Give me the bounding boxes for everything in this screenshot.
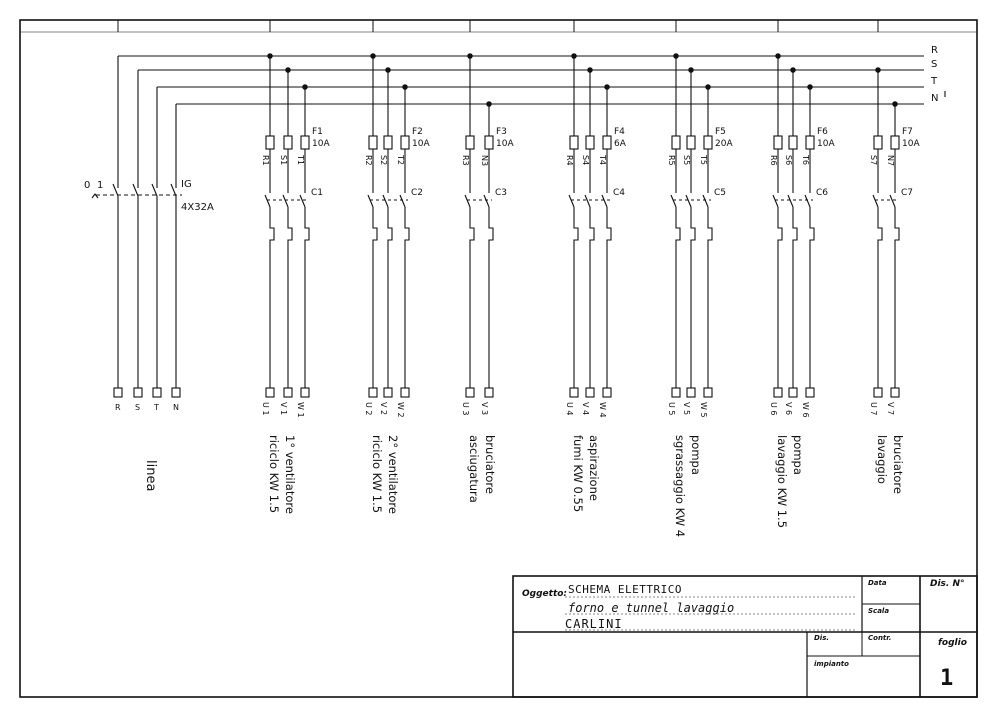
fuse-label: F5 [715, 127, 726, 137]
bus-label-r: R [931, 45, 938, 56]
contactor-contact [300, 195, 305, 207]
wire-label: S5 [682, 155, 691, 166]
fuse-label: F2 [412, 127, 423, 137]
foglio-value: 1 [940, 666, 954, 691]
thermal-relay [810, 207, 814, 388]
main-switch-blade [133, 184, 138, 196]
wire-label: R6 [769, 155, 778, 166]
contactor-label: C4 [613, 188, 626, 198]
terminal-label: U 6 [769, 402, 778, 416]
contactor-contact [773, 195, 778, 207]
wire-label: S2 [379, 155, 388, 166]
top-ticks [118, 20, 878, 32]
contactor-contact [484, 195, 489, 207]
circuit-caption-line-2: lavaggio KW 1.5 [775, 435, 789, 529]
output-terminal [806, 388, 814, 397]
output-terminal [586, 388, 594, 397]
circuit-caption-line-1: 1° ventilatore [283, 435, 297, 514]
terminal-label: V 7 [886, 402, 895, 416]
terminal-label: U 5 [667, 402, 676, 416]
terminal-label: V 6 [784, 402, 793, 416]
wire-label: S4 [581, 155, 590, 166]
output-terminal [687, 388, 695, 397]
contactor-contact [383, 195, 388, 207]
line-terminal-label: S [135, 403, 141, 412]
main-switch-pos-0: 0 [84, 180, 91, 191]
thermal-relay [708, 207, 712, 388]
fuse-f4 [603, 136, 611, 149]
wire-label: R2 [364, 155, 373, 166]
wire-label: T6 [801, 155, 810, 165]
wire-label: T2 [396, 155, 405, 165]
line-terminal-label: N [173, 403, 179, 412]
contactor-contact [686, 195, 691, 207]
output-terminal [874, 388, 882, 397]
circuit-caption-line-2: riciclo KW 1.5 [267, 435, 281, 514]
circuits [261, 54, 920, 537]
main-switch-label: IG [181, 179, 192, 190]
output-terminal [891, 388, 899, 397]
output-terminal [774, 388, 782, 397]
thermal-relay [270, 207, 274, 388]
circuit-caption-line-2: asciugatura [467, 435, 481, 503]
thermal-relay [574, 207, 578, 388]
thermal-relay [388, 207, 392, 388]
fuse-label: F6 [817, 127, 828, 137]
terminal-label: V 2 [379, 402, 388, 416]
line-terminal [114, 388, 122, 397]
wire-label: R3 [461, 155, 470, 166]
fuse-f6 [806, 136, 814, 149]
fuse-rating: 10A [496, 139, 514, 149]
output-terminal [704, 388, 712, 397]
bus-bars [118, 45, 945, 104]
contactor-contact [805, 195, 810, 207]
circuit-3 [461, 54, 514, 503]
fuse-f2 [369, 136, 377, 149]
fuse-rating: 20A [715, 139, 733, 149]
contactor-label: C1 [311, 188, 324, 198]
fuse-label: F3 [496, 127, 507, 137]
contactor-label: C3 [495, 188, 508, 198]
contactor-contact [703, 195, 708, 207]
output-terminal [284, 388, 292, 397]
fuse-f7 [891, 136, 899, 149]
output-terminal [570, 388, 578, 397]
thermal-relay [895, 207, 899, 388]
thermal-relay [778, 207, 782, 388]
line-terminal-label: T [154, 403, 159, 412]
output-terminal [485, 388, 493, 397]
fuse-f6 [789, 136, 797, 149]
terminal-label: U 1 [261, 402, 270, 416]
output-terminal [301, 388, 309, 397]
fuse-label: F7 [902, 127, 913, 137]
contactor-contact [585, 195, 590, 207]
thermal-relay [373, 207, 377, 388]
circuit-caption-line-1: bruciatore [891, 435, 905, 494]
dis-n-label: Dis. N° [930, 579, 965, 589]
fuse-label: F1 [312, 127, 323, 137]
bus-label-t: T [931, 76, 938, 87]
oggetto-label: Oggetto: [522, 589, 568, 599]
thermal-relay [878, 207, 882, 388]
line-terminal [134, 388, 142, 397]
thermal-relay [288, 207, 292, 388]
fuse-f3 [485, 136, 493, 149]
main-switch-blade [113, 184, 118, 196]
title-line-3: CARLINI [565, 617, 623, 631]
dis-label: Dis. [814, 634, 830, 642]
fuse-f1 [266, 136, 274, 149]
foglio-label: foglio [938, 638, 967, 648]
sheet-frame [20, 20, 977, 697]
main-switch-block [84, 56, 214, 491]
output-terminal [672, 388, 680, 397]
thermal-relay [405, 207, 409, 388]
thermal-relay [676, 207, 680, 388]
circuit-caption-line-2: lavaggio [875, 435, 889, 484]
circuit-caption-line-1: pompa [689, 435, 703, 475]
bus-label-n: N [931, 93, 939, 104]
data-label: Data [868, 579, 887, 587]
bus-label-s: S [931, 59, 938, 70]
output-terminal [401, 388, 409, 397]
wire-label: T5 [699, 155, 708, 165]
fuse-label: F4 [614, 127, 625, 137]
contactor-contact [569, 195, 574, 207]
wire-label: R5 [667, 155, 676, 166]
circuit-1 [261, 54, 330, 514]
contactor-contact [873, 195, 878, 207]
circuit-caption-line-2: riciclo KW 1.5 [370, 435, 384, 514]
circuit-7 [869, 68, 920, 494]
contactor-contact [788, 195, 793, 207]
terminal-label: W 1 [296, 402, 305, 418]
contactor-label: C7 [901, 188, 914, 198]
impianto-label: impianto [814, 660, 849, 668]
terminal-label: V 4 [581, 402, 590, 416]
contactor-contact [671, 195, 676, 207]
output-terminal [369, 388, 377, 397]
output-terminal [266, 388, 274, 397]
terminal-label: W 4 [598, 402, 607, 418]
fuse-rating: 10A [902, 139, 920, 149]
terminal-label: U 7 [869, 402, 878, 416]
main-switch-pos-1: 1 [97, 180, 104, 191]
terminal-label: W 2 [396, 402, 405, 418]
wire-label: N7 [886, 155, 895, 167]
title-line-1: SCHEMA ELETTRICO [568, 583, 682, 596]
contr-label: Contr. [868, 634, 892, 642]
line-terminal [172, 388, 180, 397]
wire-label: T1 [296, 155, 305, 165]
contactor-contact [465, 195, 470, 207]
contactor-label: C6 [816, 188, 829, 198]
thermal-relay [793, 207, 797, 388]
fuse-rating: 10A [412, 139, 430, 149]
thermal-relay [489, 207, 493, 388]
fuse-f5 [672, 136, 680, 149]
output-terminal [466, 388, 474, 397]
wire-label: T4 [598, 155, 607, 165]
line-caption: linea [143, 460, 158, 492]
fuse-f1 [301, 136, 309, 149]
fuse-rating: 6A [614, 139, 626, 149]
title-line-2: forno e tunnel lavaggio [568, 601, 735, 615]
terminal-label: W 6 [801, 402, 810, 418]
thermal-relay [470, 207, 474, 388]
fuse-f7 [874, 136, 882, 149]
circuit-4 [565, 54, 627, 512]
fuse-rating: 10A [817, 139, 835, 149]
terminal-label: V 5 [682, 402, 691, 416]
wire-label: R1 [261, 155, 270, 166]
contactor-contact [602, 195, 607, 207]
fuse-f5 [704, 136, 712, 149]
wire-label: R4 [565, 155, 574, 166]
thermal-relay [305, 207, 309, 388]
circuit-caption-line-1: bruciatore [483, 435, 497, 494]
contactor-contact [283, 195, 288, 207]
circuit-caption-line-2: fumi KW 0.55 [571, 435, 585, 513]
contactor-contact [400, 195, 405, 207]
circuit-caption-line-1: aspirazione [587, 435, 601, 501]
contactor-contact [265, 195, 270, 207]
circuit-caption-line-1: pompa [791, 435, 805, 475]
fuse-f4 [586, 136, 594, 149]
main-switch-blade [171, 184, 176, 196]
terminal-label: W 5 [699, 402, 708, 418]
contactor-label: C2 [411, 188, 424, 198]
line-terminal-label: R [115, 403, 121, 412]
wire-label: S1 [279, 155, 288, 166]
terminal-label: U 3 [461, 402, 470, 416]
output-terminal [789, 388, 797, 397]
fuse-f4 [570, 136, 578, 149]
thermal-relay [691, 207, 695, 388]
terminal-label: V 3 [480, 402, 489, 416]
circuit-5 [667, 54, 733, 537]
wire-label: S6 [784, 155, 793, 166]
fuse-rating: 10A [312, 139, 330, 149]
circuit-caption-line-1: 2° ventilatore [386, 435, 400, 514]
terminal-label: U 2 [364, 402, 373, 416]
fuse-f5 [687, 136, 695, 149]
thermal-relay [607, 207, 611, 388]
contactor-contact [890, 195, 895, 207]
scala-label: Scala [868, 607, 890, 615]
line-terminal [153, 388, 161, 397]
contactor-contact [368, 195, 373, 207]
main-switch-blade [152, 184, 157, 196]
main-switch-rating: 4X32A [181, 202, 214, 213]
fuse-f6 [774, 136, 782, 149]
wire-label: S7 [869, 155, 878, 166]
contactor-label: C5 [714, 188, 727, 198]
output-terminal [384, 388, 392, 397]
terminal-label: U 4 [565, 402, 574, 416]
fuse-f1 [284, 136, 292, 149]
fuse-f2 [384, 136, 392, 149]
fuse-f3 [466, 136, 474, 149]
thermal-relay [590, 207, 594, 388]
terminal-label: V 1 [279, 402, 288, 416]
fuse-f2 [401, 136, 409, 149]
circuit-6 [769, 54, 835, 528]
circuit-2 [364, 54, 430, 514]
wire-label: N3 [480, 155, 489, 167]
circuit-caption-line-2: sgrassaggio KW 4 [673, 435, 687, 538]
output-terminal [603, 388, 611, 397]
